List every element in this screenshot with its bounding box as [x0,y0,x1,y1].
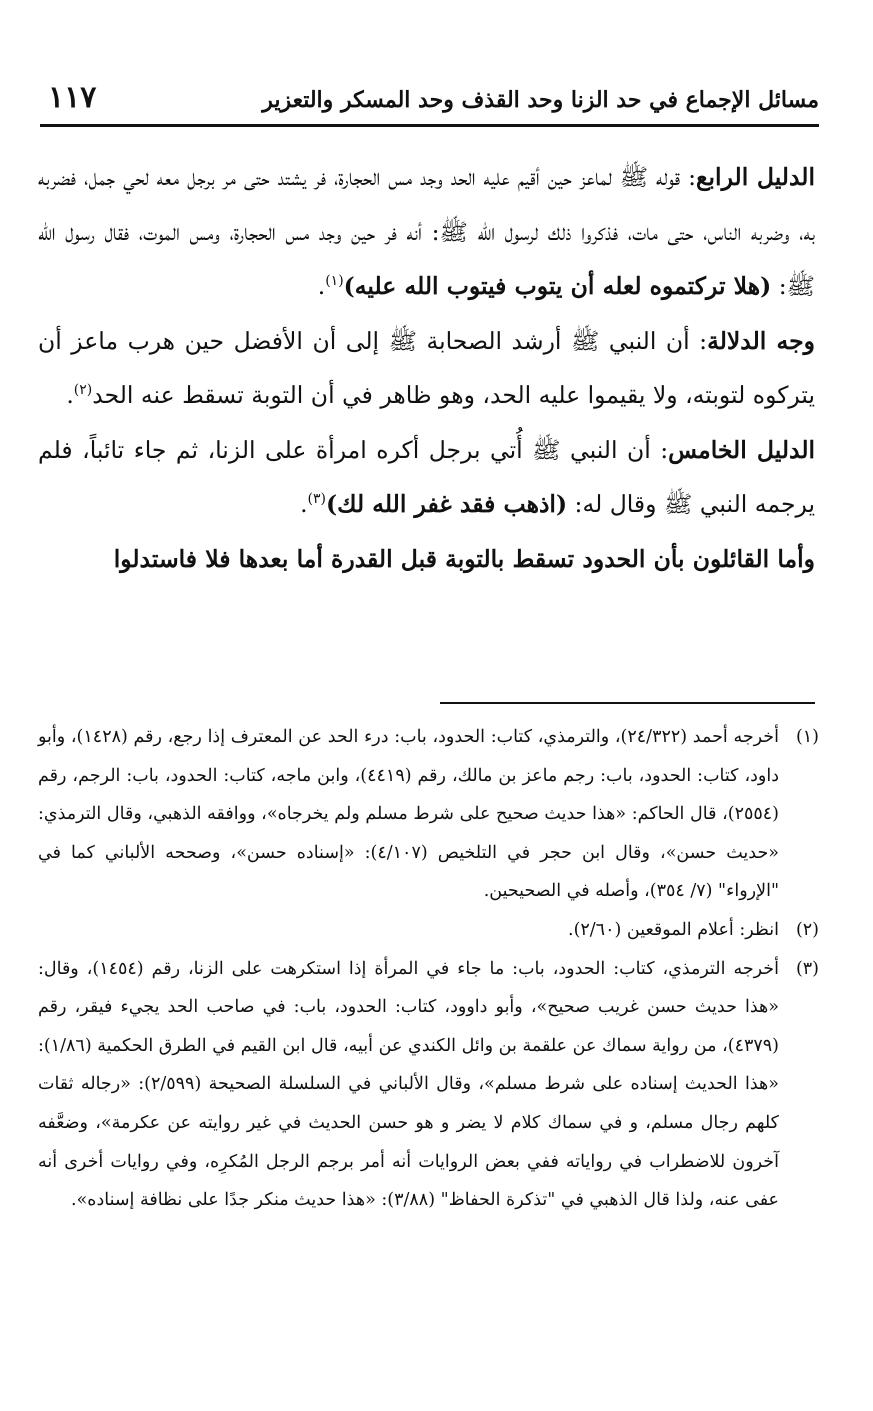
paragraph-continuation: وأما القائلون بأن الحدود تسقط بالتوبة قبل القدرة أما بعدها فلا فاستدلوا [113,544,815,573]
paragraph-text: : أن النبي ﷺ أُتي برجل أكره امرأة على الزنا، ثم جاء تائباً، فلم يرجمه النبي ﷺ وقال له: [38,435,815,518]
hadith-quote: (اذهب فقد غفر الله لك) [326,490,568,518]
footnote-item [38,950,819,1220]
paragraph-indication: وجه الدلالة: أن النبي ﷺ أرشد الصحابة ﷺ إلى أن الأفضل حين هرب ماعز أن يتركوه لتوبته، ولا يقيموا عليه الحد، وهو ظاهر في أن التوبة تسقط عنه الحد$^{(٢)}$. [38,326,816,409]
footnote-ref[interactable]: (١) [325,273,344,290]
footnote-ref[interactable]: (٢) [73,382,93,399]
hadith-quote: (هلا تركتموه لعله أن يتوب فيتوب الله عليه) [343,272,772,300]
paragraph-fifth-evidence: الدليل الخامس: أن النبي ﷺ أُتي برجل أكره امرأة على الزنا، ثم جاء تائباً، فلم يرجمه النبي ﷺ وقال له: (اذهب فقد غفر الله لك)$^{(٣)}$. [38,435,816,518]
page-header [40,78,819,124]
page-number: ١١٧ [48,80,97,115]
paragraph-heading: وجه الدلالة [707,326,816,355]
paragraph-fourth-evidence: الدليل الرابع: قوله ﷺ لماعز حين أقيم عليه الحد وجد مس الحجارة، فر يشتد حتى مر برجل معه لحي جمل، فضربه به، وضربه الناس، حتى مات، فذكروا ذلك لرسول الله ﷺ: أنه فر حين وجد مس الحجارة، ومس الموت، فقال رسول الله ﷺ: (هلا تركتموه لعله أن يتوب فيتوب الله عليه)$^{(١)}$. [38,163,815,300]
footnote-text: أخرجه أحمد (٢٤/٣٢٢)، والترمذي، كتاب: الحدود، باب: درء الحد عن المعترف إذا رجع، رقم (١٤٢٨)، وأبو داود، كتاب: الحدود، باب: رجم ماعز بن مالك، رقم (٤٤١٩)، وابن ماجه، كتاب: الحدود، باب: الرجم، رقم (٢٥٥٤)، قال الحاكم: «هذا حديث صحيح على شرط مسلم ولم يخرجاه»، ووافقه الذهبي، وقال الترمذي: «حديث حسن»، وقال ابن حجر في التلخيص (٤/١٠٧): «إسناده حسن»، وصححه الألباني كما في "الإرواء" (٧/ ٣٥٤)، وأصله في الصحيحين. [38,727,780,902]
footnote-number: (٣) [795,958,819,979]
running-title: مسائل الإجماع في حد الزنا وحد القذف وحد المسكر والتعزير [262,87,819,113]
footnotes [38,718,819,1220]
footnote-item [38,718,819,911]
paragraph-text: : أن النبي ﷺ أرشد الصحابة ﷺ إلى أن الأفضل حين هرب ماعز أن يتركوه لتوبته، ولا يقيموا عليه الحد، وهو ظاهر في أن التوبة تسقط عنه الحد [38,326,815,409]
footnote-text: أخرجه الترمذي، كتاب: الحدود، باب: ما جاء في المرأة إذا استكرهت على الزنا، رقم (١٤٥٤)، وقال: «هذا حديث حسن غريب صحيح»، وأبو داوود، كتاب: الحدود، باب: في صاحب الحد يجيء فيقر، رقم (٤٣٧٩)، من رواية سماك عن علقمة بن وائل الكندي عن أبيه، قال ابن القيم في الطرق الحكمية (١/٨٦): «هذا الحديث إسناده على شرط مسلم»، وقال الألباني في السلسلة الصحيحة (٢/٥٩٩): «رجاله ثقات كلهم رجال مسلم، و في سماك كلام لا يضر و هو حسن الحديث في غير روايته عن عكرمة»، وضعَّفه آخرون للاضطراب في رواياته ففي بعض الروايات أنه أمر برجم الرجل المُكرِه، وفي روايات أخرى أنه عفى عنه، ولذا قال الذهبي في "تذكرة الحفاظ" (٣/٨٨): «هذا حديث منكر جدًا على نظافة إسناده». [38,958,779,1211]
footnote-ref[interactable]: (٣) [307,491,327,508]
footnote-number: (٢) [795,919,819,940]
paragraph-heading: الدليل الخامس [668,435,816,464]
footnote-separator [440,702,815,704]
footnote-text: انظر: أعلام الموقعين (٢/٦٠). [568,919,779,940]
header-rule [40,124,819,127]
paragraph-heading: الدليل الرابع [696,163,815,191]
main-text [38,150,815,586]
footnote-item [38,911,819,950]
paragraph-text: : قوله ﷺ لماعز حين أقيم عليه الحد وجد مس الحجارة، فر يشتد حتى مر برجل معه لحي جمل، فضربه به، وضربه الناس، حتى مات، فذكروا ذلك لرسول الله ﷺ: أنه فر حين وجد مس الحجارة، ومس الموت، فقال رسول الله ﷺ: [38,163,815,300]
footnote-number: (١) [795,727,819,747]
